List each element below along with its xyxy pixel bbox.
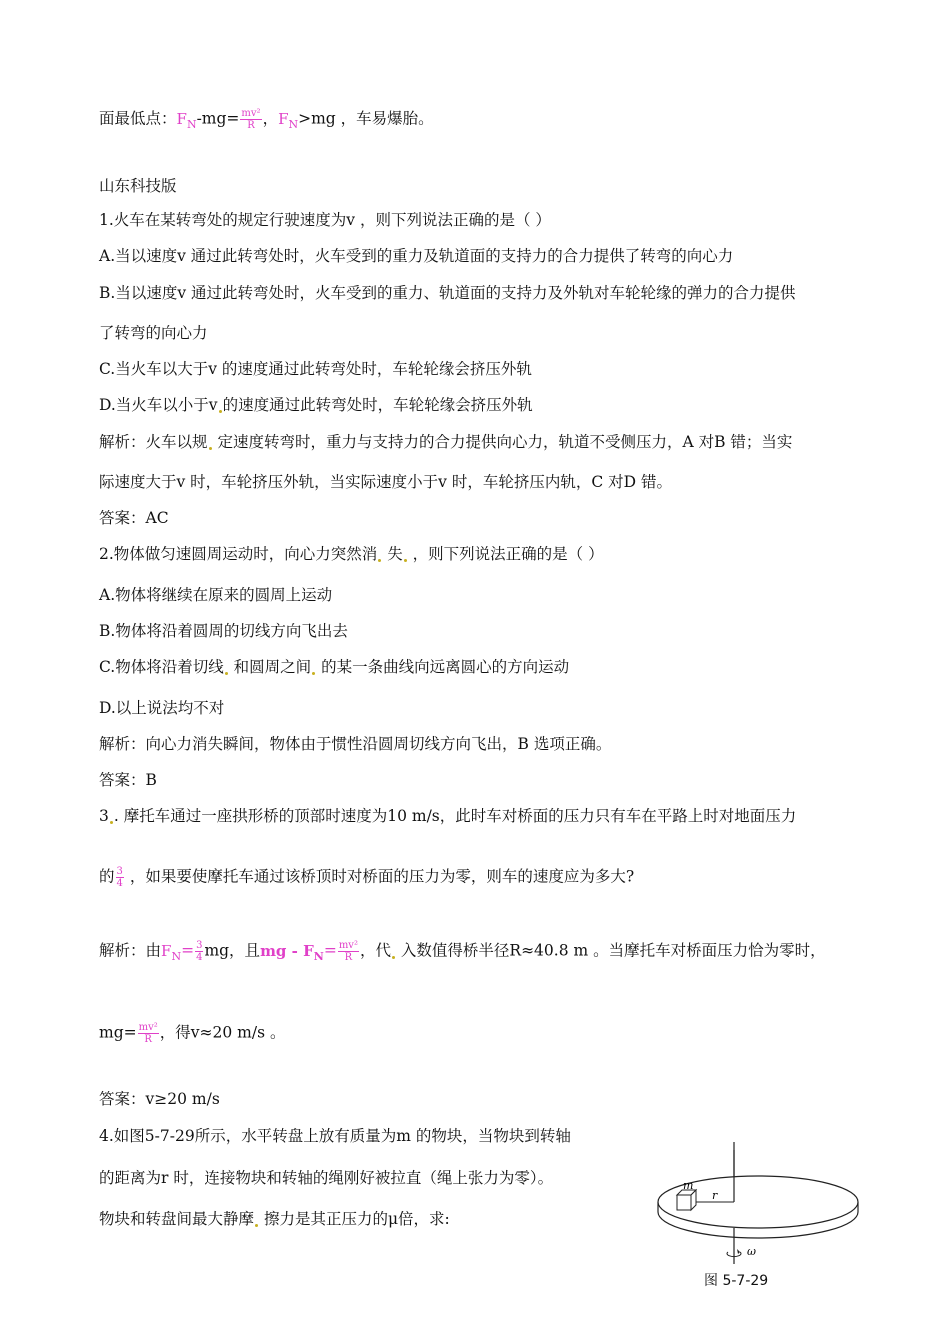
force-symbol-2: $F_N$ — [278, 109, 299, 131]
fraction-3-over-4: $\frac{3}{4}$ — [116, 866, 123, 889]
q1-option-b-line2: 了转弯的向心力 — [99, 324, 208, 342]
omega-label: ω — [747, 1245, 756, 1258]
q1-option-a: A.当以速度v 通过此转弯处时，火车受到的重力及轨道面的支持力的合力提供了转弯的向心力 — [99, 247, 734, 265]
text-prefix: 面最低点： — [99, 109, 177, 128]
q1-analysis-line2: 际速度大于v 时，车轮挤压外轨，当实际速度小于v 时，车轮挤压内轨，C 对D 错。 — [99, 473, 673, 491]
radius-label: r — [712, 1189, 718, 1202]
force-symbol: $F_N$ — [176, 109, 197, 131]
q2-answer: 答案：B — [99, 771, 157, 789]
q3-analysis-line2: mg= $\frac{\text{mv²}}{R}$ ，得v≈20 m/s 。 — [99, 1022, 286, 1045]
q3-analysis-line1: 解析：由$F_N=$ $\frac{3}{4}$ mg，且mg - $F_N=$ $\frac{\text{mv²}}{R}$ ，代 入数值得桥半径R≈40.8 m 。当摩托车对桥面压力恰为零时， — [99, 940, 826, 963]
mass-label: m — [683, 1179, 694, 1192]
q2-analysis: 解析：向心力消失瞬间，物体由于惯性沿圆周切线方向飞出，B 选项正确。 — [99, 735, 612, 753]
q1-option-c: C.当火车以大于v 的速度通过此转弯处时，车轮轮缘会挤压外轨 — [99, 360, 532, 378]
section-heading: 山东科技版 — [99, 177, 177, 195]
q3-stem-line2: 的 $\frac{3}{4}$ ，如果要使摩托车通过该桥顶时对桥面的压力为零，则车的速度应为多大? — [99, 866, 635, 889]
q3-stem-line1: 3 . 摩托车通过一座拱形桥的顶部时速度为10 m/s，此时车对桥面的压力只有车在平路上时对地面压力 — [99, 807, 797, 825]
q4-stem-line3: 物块和转盘间最大静摩 擦力是其正压力的μ倍，求: — [99, 1210, 450, 1228]
q2-option-b: B.物体将沿着圆周的切线方向飞出去 — [99, 622, 348, 640]
q2-option-c: C.物体将沿着切线 和圆周之间 的某一条曲线向远离圆心的方向运动 — [99, 658, 570, 676]
rotating-disk-figure — [652, 1140, 862, 1290]
q4-stem-line1: 4.如图5-7-29所示，水平转盘上放有质量为m 的物块，当物块到转轴 — [99, 1127, 571, 1145]
q3-answer: 答案：v≥20 m/s — [99, 1090, 220, 1108]
fraction-mv2-over-r: $\frac{\text{mv²}}{R}$ — [241, 108, 261, 131]
q2-stem: 2.物体做匀速圆周运动时，向心力突然消 失 ，则下列说法正确的是（ ） — [99, 545, 604, 563]
q1-stem: 1.火车在某转弯处的规定行驶速度为v ，则下列说法正确的是（ ） — [99, 211, 551, 229]
equation-tail: >mg ，车易爆胎。 — [298, 109, 434, 128]
q4-stem-line2: 的距离为r 时，连接物块和转轴的绳刚好被拉直（绳上张力为零）。 — [99, 1169, 554, 1187]
formula-line-lowest-point: 面最低点：$F_N-mg=$ $\frac{\text{mv²}}{R}$ ，$F_N>mg$ ，车易爆胎。 — [99, 108, 434, 131]
q1-option-b-line1: B.当以速度v 通过此转弯处时，火车受到的重力、轨道面的支持力及外轨对车轮轮缘的弹力的合力提供 — [99, 284, 796, 302]
q1-option-d: D.当火车以小于v 的速度通过此转弯处时，车轮轮缘会挤压外轨 — [99, 396, 533, 414]
figure-caption: 图 5-7-29 — [704, 1273, 769, 1289]
block-icon — [677, 1190, 696, 1210]
q1-analysis-line1: 解析：火车以规 定速度转弯时，重力与支持力的合力提供向心力，轨道不受侧压力，A 对B 错；当实 — [99, 433, 793, 451]
q2-option-d: D.以上说法均不对 — [99, 699, 225, 717]
q2-option-a: A.物体将继续在原来的圆周上运动 — [99, 586, 333, 604]
equation-part: -mg= — [196, 109, 240, 128]
q1-answer: 答案：AC — [99, 509, 169, 527]
